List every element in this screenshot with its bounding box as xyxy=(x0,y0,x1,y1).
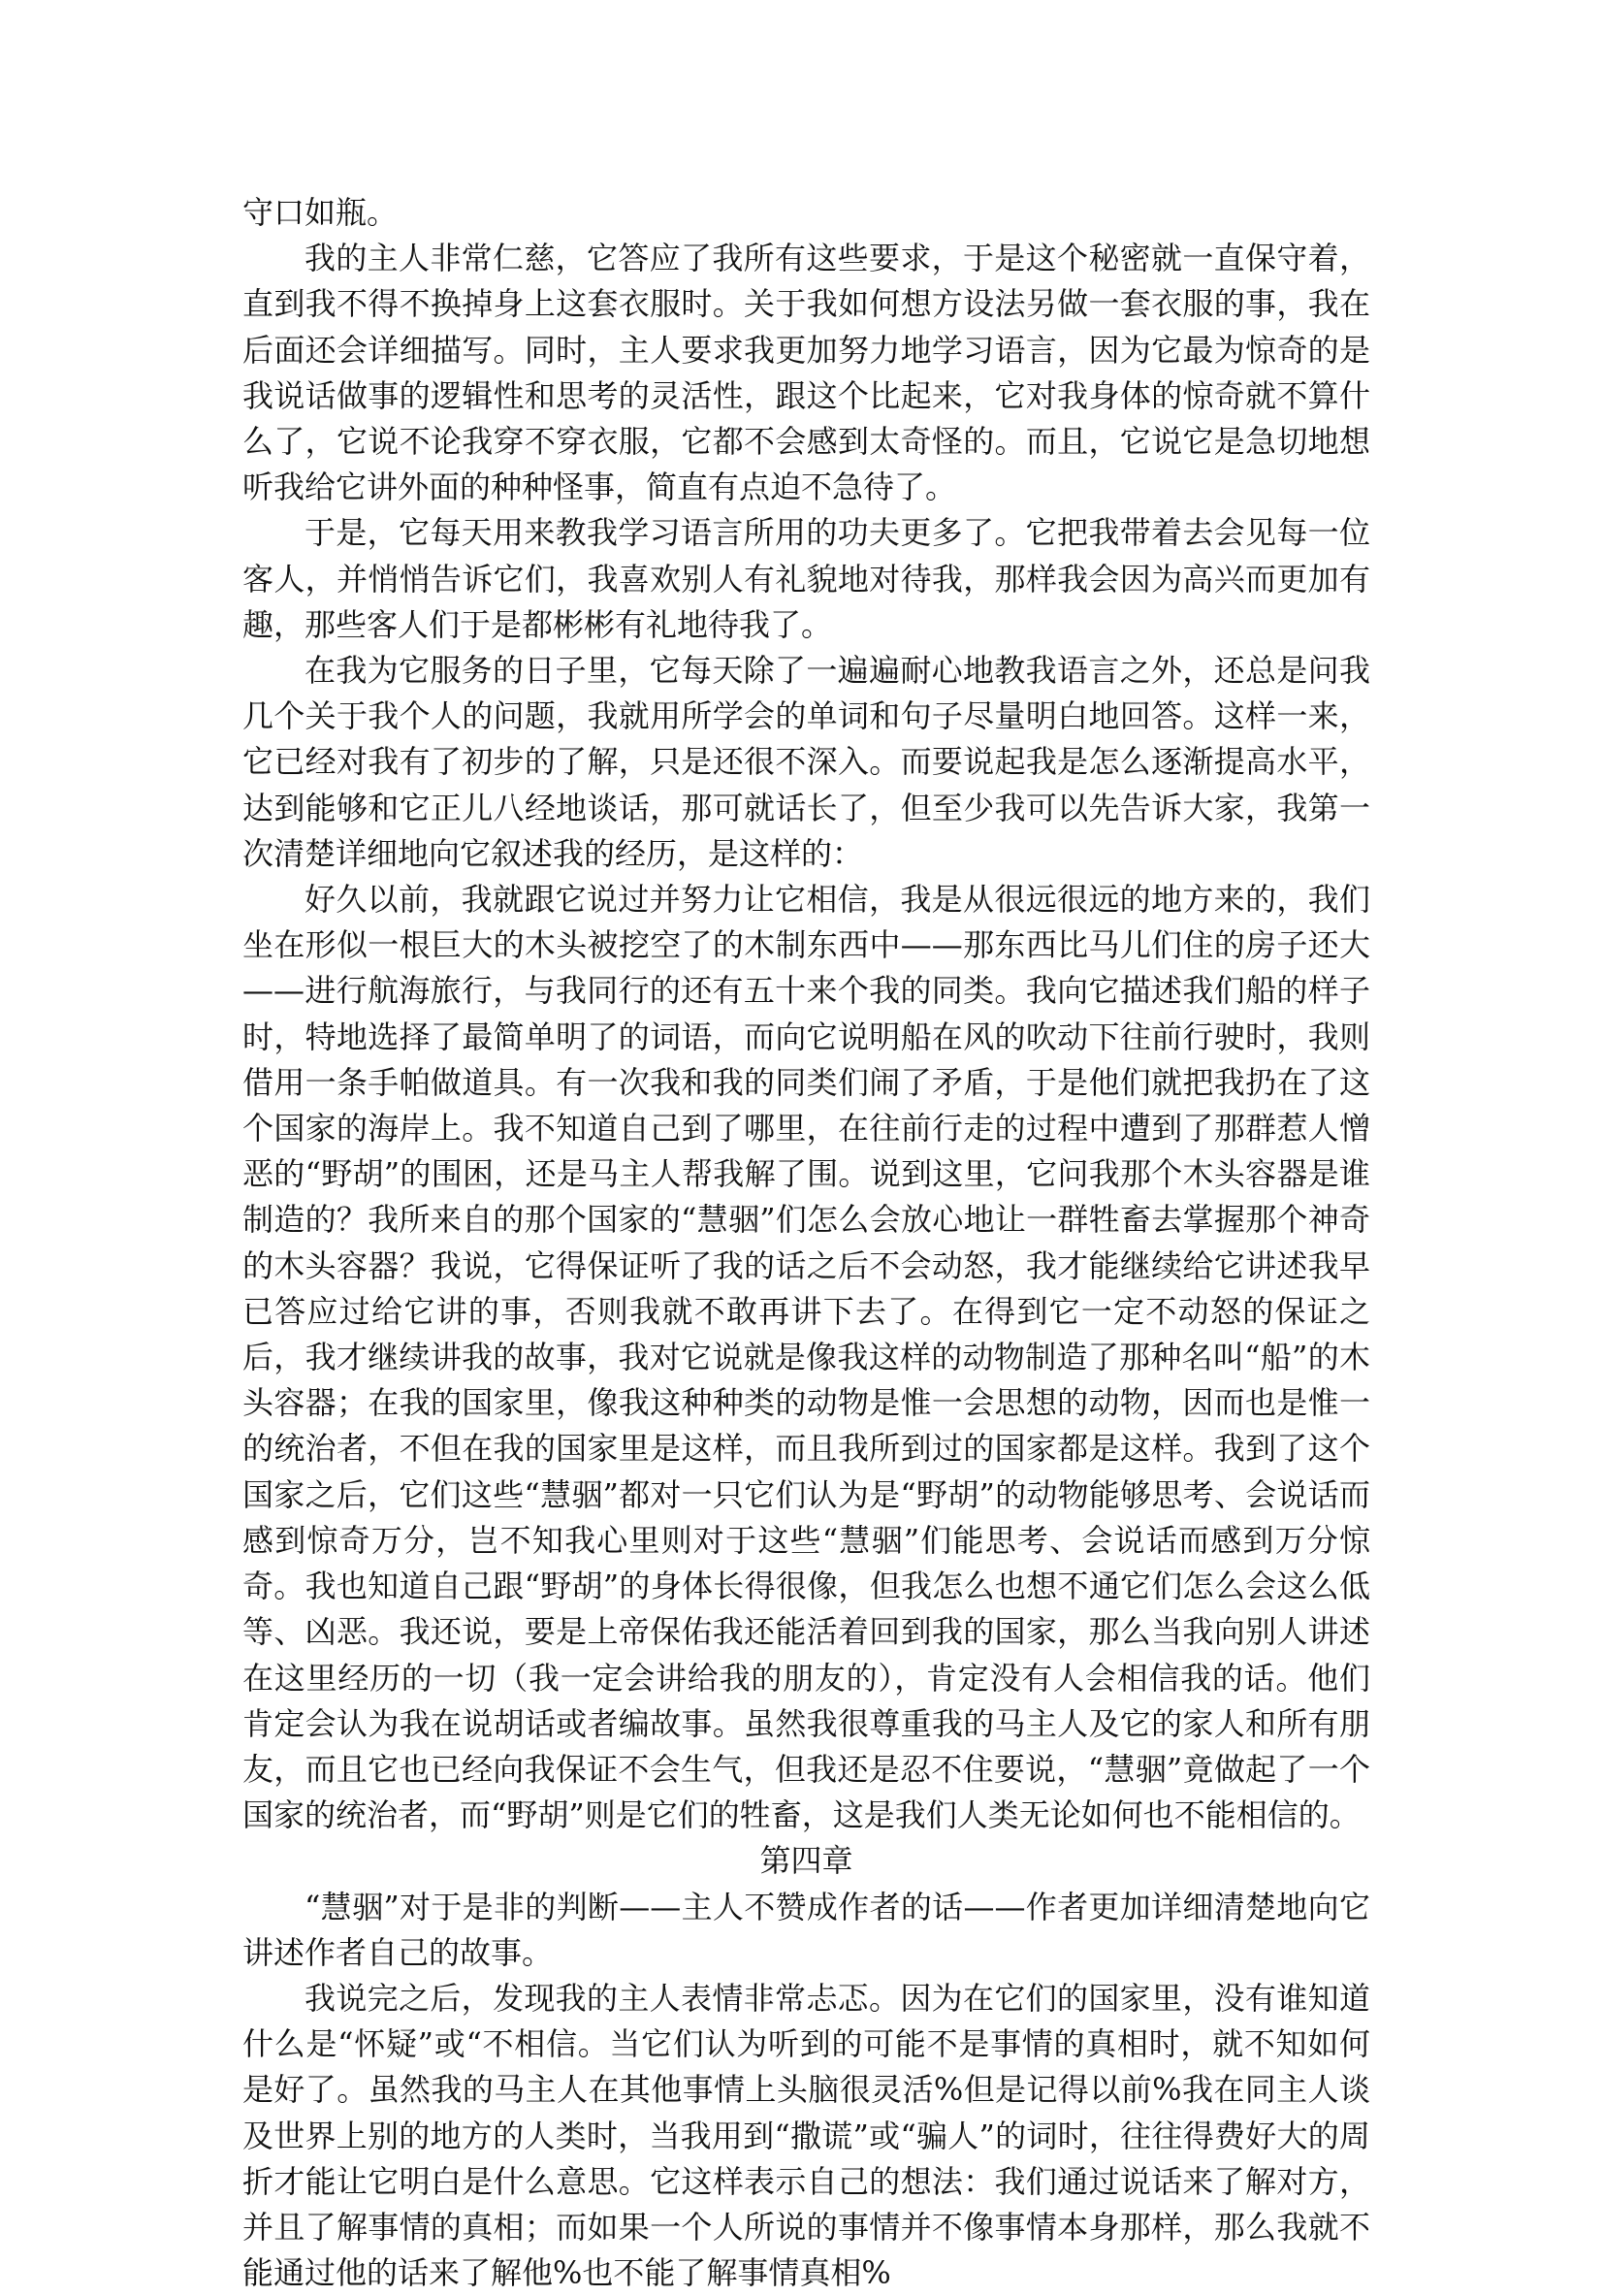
chapter-summary: “慧骃”对于是非的判断——主人不赞成作者的话——作者更加详细清楚地向它讲述作者自己的故事。 xyxy=(242,1888,1370,1971)
paragraph-6: 我说完之后，发现我的主人表情非常忐忑。因为在它们的国家里，没有谁知道什么是“怀疑”或“不相信。当它们认为听到的可能不是事情的真相时，就不知如何是好了。虽然我的马主人在其他事情上头脑很灵活%但是记得以前%我在同主人谈及世界上别的地方的人类时，当我用到“撒谎”或“骗人”的词时，往往得费好大的周折才能让它明白是什么意思。它这样表示自己的想法：我们通过说话来了解对方，并且了解事情的真相；而如果一个人所说的事情并不像事情本身那样，那么我就不能通过他的话来了解他%也不能了解事情真相% xyxy=(242,1979,1370,2292)
document-page xyxy=(242,190,1370,2296)
paragraph-4: 在我为它服务的日子里，它每天除了一遍遍耐心地教我语言之外，还总是问我几个关于我个人的问题，我就用所学会的单词和句子尽量明白地回答。这样一来，它已经对我有了初步的了解，只是还很不深入。而要说起我是怎么逐渐提高水平，达到能够和它正儿八经地谈话，那可就话长了，但至少我可以先告诉大家，我第一次清楚详细地向它叙述我的经历，是这样的： xyxy=(242,652,1370,872)
chapter-title: 第四章 xyxy=(759,1842,853,1880)
paragraph-1: 守口如瓶。 xyxy=(242,194,399,231)
paragraph-2: 我的主人非常仁慈，它答应了我所有这些要求，于是这个秘密就一直保守着，直到我不得不换掉身上这套衣服时。关于我如何想方设法另做一套衣服的事，我在后面还会详细描写。同时，主人要求我更加努力地学习语言，因为它最为惊奇的是我说话做事的逻辑性和思考的灵活性，跟这个比起来，它对我身体的惊奇就不算什么了，它说不论我穿不穿衣服，它都不会感到太奇怪的。而且，它说它是急切地想听我给它讲外面的种种怪事，简直有点迫不急待了。 xyxy=(242,240,1370,506)
paragraph-3: 于是，它每天用来教我学习语言所用的功夫更多了。它把我带着去会见每一位客人，并悄悄告诉它们，我喜欢别人有礼貌地对待我，那样我会因为高兴而更加有趣，那些客人们于是都彬彬有礼地待我了。 xyxy=(242,514,1370,643)
paragraph-5: 好久以前，我就跟它说过并努力让它相信，我是从很远很远的地方来的，我们坐在形似一根巨大的木头被挖空了的木制东西中——那东西比马儿们住的房子还大——进行航海旅行，与我同行的还有五十来个我的同类。我向它描述我们船的样子时，特地选择了最简单明了的词语，而向它说明船在风的吹动下往前行驶时，我则借用一条手帕做道具。有一次我和我的同类们闹了矛盾，于是他们就把我扔在了这个国家的海岸上。我不知道自己到了哪里，在往前行走的过程中遭到了那群惹人憎恶的“野胡”的围困，还是马主人帮我解了围。说到这里，它问我那个木头容器是谁制造的？我所来自的那个国家的“慧骃”们怎么会放心地让一群牲畜去掌握那个神奇的木头容器？我说，它得保证听了我的话之后不会动怒，我才能继续给它讲述我早已答应过给它讲的事，否则我就不敢再讲下去了。在得到它一定不动怒的保证之后，我才继续讲我的故事，我对它说就是像我这样的动物制造了那种名叫“船”的木头容器；在我的国家里，像我这种种类的动物是惟一会思想的动物，因而也是惟一的统治者，不但在我的国家里是这样，而且我所到过的国家都是这样。我到了这个国家之后，它们这些“慧骃”都对一只它们认为是“野胡”的动物能够思考、会说话而感到惊奇万分，岂不知我心里则对于这些“慧骃”们能思考、会说话而感到万分惊奇。我也知道自己跟“野胡”的身体长得很像，但我怎么也想不通它们怎么会这么低等、凶恶。我还说，要是上帝保佑我还能活着回到我的国家，那么当我向别人讲述在这里经历的一切（我一定会讲给我的朋友的），肯定没有人会相信我的话。他们肯定会认为我在说胡话或者编故事。虽然我很尊重我的马主人及它的家人和所有朋友，而且它也已经向我保证不会生气，但我还是忍不住要说，“慧骃”竟做起了一个国家的统治者，而“野胡”则是它们的牲畜，这是我们人类无论如何也不能相信的。 xyxy=(242,881,1370,1834)
